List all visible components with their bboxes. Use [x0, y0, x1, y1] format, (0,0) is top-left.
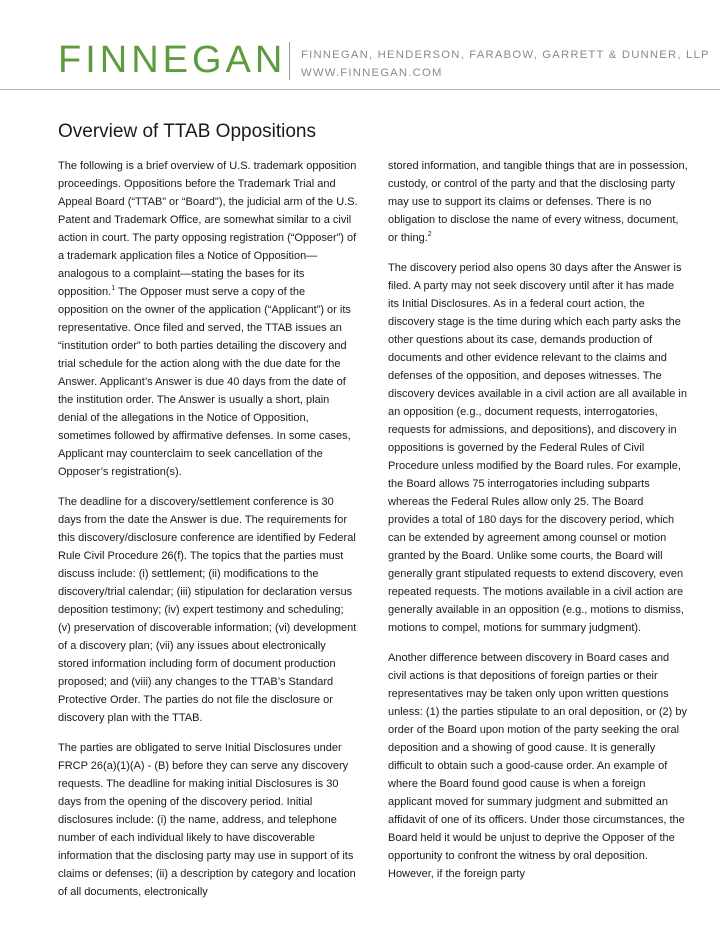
- left-column: [58, 157, 358, 913]
- paragraph: Another difference between discovery in Board cases and civil actions is that depositions of foreign parties or their representatives may be taken only upon written questions unless: (1) the parties stipulate to an oral deposition, or (2) by order of the Board upon motion of the party seeking the oral deposition and a showing of good cause. It is generally difficult to obtain such a good-cause order. An example of where the Board found good cause is when a foreign applicant moved for summary judgment and submitted an affidavit of one of its officers. Under those circumstances, the Board held it would be unjust to deprive the Opposer of the opportunity to confront the witness by oral deposition. However, if the foreign party: [388, 652, 687, 880]
- document-title: Overview of TTAB Oppositions: [58, 121, 317, 142]
- paragraph-text: stored information, and tangible things that are in possession, custody, or control of the party and that the disclosing party may use to support its claims or defenses. There is no obligation to disclose the name of every witness, document, or thing.: [388, 160, 688, 244]
- header-rule: [0, 89, 720, 90]
- finnegan-logo: FINNEGAN: [58, 39, 287, 81]
- paragraph: [58, 157, 358, 481]
- paragraph: [388, 157, 688, 247]
- paragraph-text: The Opposer must serve a copy of the opposition on the owner of the application (“Applicant”) or its representative. Once filed and served, the TTAB issues an “institution order” to both parties detailing the discovery and trial schedule for the action along with the due date for the Answer. Applicant’s Answer is due 40 days from the date of the institution order. The Answer is usually a short, plain denial of the allegations in the Notice of Opposition, sometimes followed by affirmative defenses. In some cases, Applicant may counterclaim to seek cancellation of the Opposer’s registration(s).: [58, 286, 351, 478]
- paragraph: The deadline for a discovery/settlement conference is 30 days from the date the Answer is due. The requirements for this discovery/disclosure conference are identified by Federal Rule Civil Procedure 26(f). The topics that the parties must discuss include: (i) settlement; (ii) modifications to the discovery/trial calendar; (iii) stipulation for declaration versus deposition testimony; (iv) expert testimony and scheduling; (v) preservation of discoverable information; (vi) development of a discovery plan; (vii) any issues about electronically stored information including form of document production proposed; and (viii) any changes to the TTAB’s Standard Protective Order. The parties do not file the disclosure or discovery plan with the TTAB.: [58, 496, 357, 724]
- right-column: [388, 157, 688, 895]
- logo-divider: [289, 42, 290, 80]
- firm-website: WWW.FINNEGAN.COM: [301, 67, 443, 79]
- footnote-marker: 2: [427, 231, 432, 238]
- paragraph-text: The following is a brief overview of U.S. trademark opposition proceedings. Oppositions before the Trademark Trial and Appeal Board (“TTAB” or “Board"), the judicial arm of the U.S. Patent and Trademark Office, are somewhat similar to a civil action in court. The party opposing registration (“Opposer”) of a trademark application files a Notice of Opposition—analogous to a complaint—stating the bases for its opposition.: [58, 160, 358, 298]
- firm-name: FINNEGAN, HENDERSON, FARABOW, GARRETT & DUNNER, LLP: [301, 49, 710, 61]
- paragraph: The parties are obligated to serve Initial Disclosures under FRCP 26(a)(1)(A) - (B) before they can serve any discovery requests. The deadline for making initial Disclosures is 30 days from the opening of the discovery period. Initial disclosures include: (i) the name, address, and telephone number of each individual likely to have discoverable information that the disclosing party may use in support of its claims or defenses; (ii) a description by category and location of all documents, electronically: [58, 742, 356, 898]
- footnote-marker: 1: [111, 285, 116, 292]
- paragraph: The discovery period also opens 30 days after the Answer is filed. A party may not seek discovery until after it has made its Initial Disclosures. As in a federal court action, the discovery stage is the time during which each party asks the other questions about its case, demands production of documents and other evidence relevant to the claims and defenses of the opposition, and deposes witnesses. The discovery devices available in a civil action are all available in an opposition (e.g., document requests, interrogatories, requests for admissions, and depositions), and discovery in oppositions is governed by the Federal Rules of Civil Procedure unless modified by the Board rules. For example, the Board allows 75 interrogatories including subparts whereas the Federal Rules allow only 25. The Board provides a total of 180 days for the discovery period, which can be extended by agreement among counsel or motion granted by the Board. Unlike some courts, the Board will generally grant stipulated requests to extend discovery, even repeated requests. The motions available in a civil action are generally available in an opposition (e.g., motions to dismiss, motions to compel, motions for summary judgment).: [388, 262, 687, 634]
- letterhead: [0, 0, 720, 92]
